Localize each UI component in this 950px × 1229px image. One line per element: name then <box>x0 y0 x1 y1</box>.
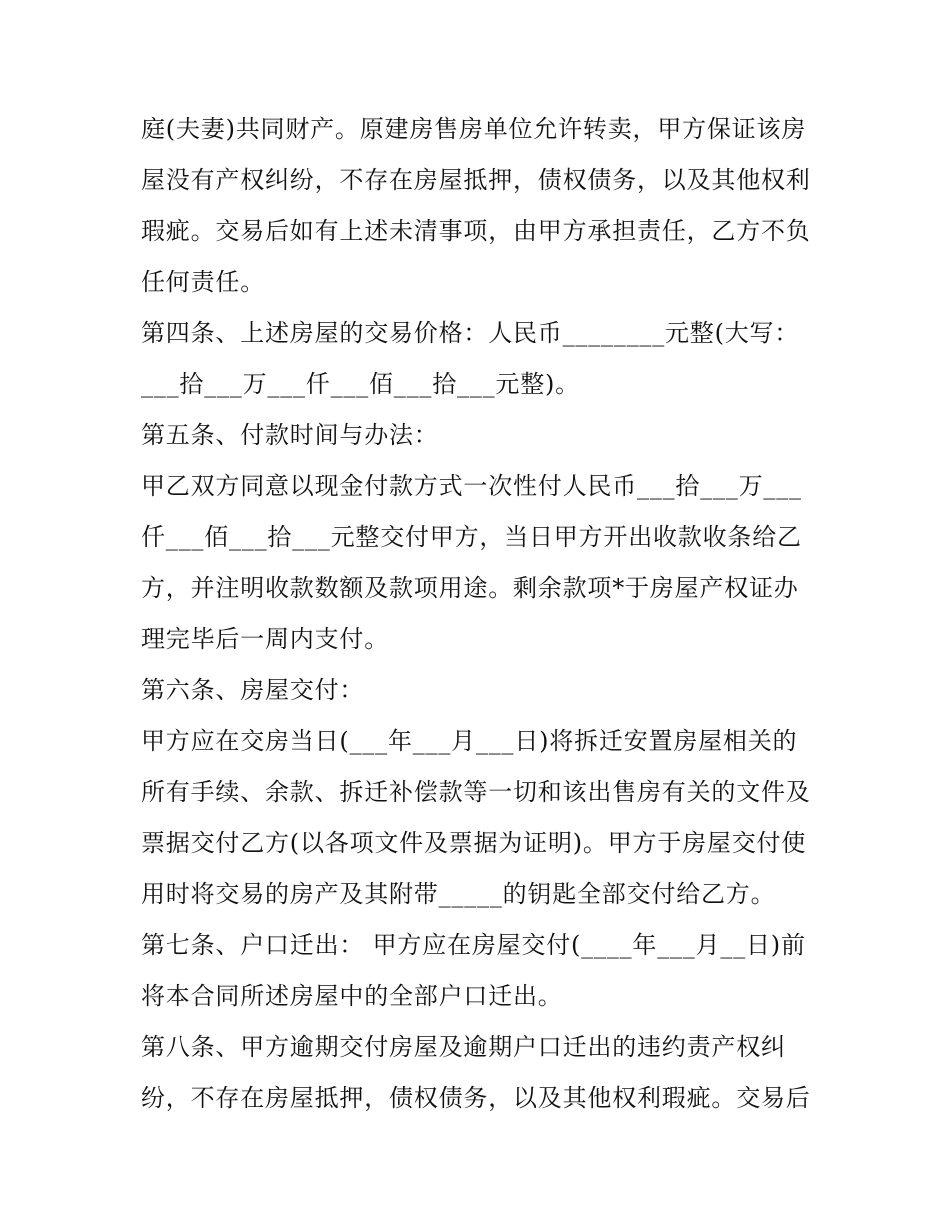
text-line: 甲乙双方同意以现金付款方式一次性付人民币___拾___万___ <box>141 472 802 500</box>
text-line: 理完毕后一周内支付。 <box>141 625 389 653</box>
text-line: 方，并注明收款数额及款项用途。剩余款项*于房屋产权证办 <box>141 574 799 602</box>
text-line: 票据交付乙方(以各项文件及票据为证明)。甲方于房屋交付使 <box>141 829 807 857</box>
text-line: 所有手续、余款、拆迁补偿款等一切和该出售房有关的文件及 <box>141 778 811 806</box>
article-7-heading: 第七条、户口迁出： 甲方应在房屋交付(____年___月__日)前 <box>141 931 806 959</box>
text-line: 将本合同所述房屋中的全部户口迁出。 <box>141 982 563 1010</box>
article-6-heading: 第六条、房屋交付： <box>141 676 365 704</box>
text-line: 纷，不存在房屋抵押，债权债务，以及其他权利瑕疵。交易后 <box>141 1084 811 1112</box>
article-8-heading: 第八条、甲方逾期交付房屋及逾期户口迁出的违约责产权纠 <box>141 1033 786 1061</box>
contract-body <box>141 104 821 1124</box>
text-line: 庭(夫妻)共同财产。原建房售房单位允许转卖，甲方保证该房 <box>141 115 807 143</box>
article-4-heading: 第四条、上述房屋的交易价格：人民币________元整(大写： <box>141 319 800 347</box>
text-line: ___拾___万___仟___佰___拾___元整)。 <box>141 370 580 398</box>
article-5-heading: 第五条、付款时间与办法： <box>141 421 439 449</box>
text-line: 瑕疵。交易后如有上述未清事项，由甲方承担责任，乙方不负 <box>141 217 811 245</box>
text-line: 甲方应在交房当日(___年___月___日)将拆迁安置房屋相关的 <box>141 727 798 755</box>
text-line: 用时将交易的房产及其附带_____的钥匙全部交付给乙方。 <box>141 880 776 908</box>
text-line: 仟___佰___拾___元整交付甲方，当日甲方开出收款收条给乙 <box>141 523 802 551</box>
text-line: 屋没有产权纠纷，不存在房屋抵押，债权债务，以及其他权利 <box>141 166 811 194</box>
text-line: 任何责任。 <box>141 268 265 296</box>
